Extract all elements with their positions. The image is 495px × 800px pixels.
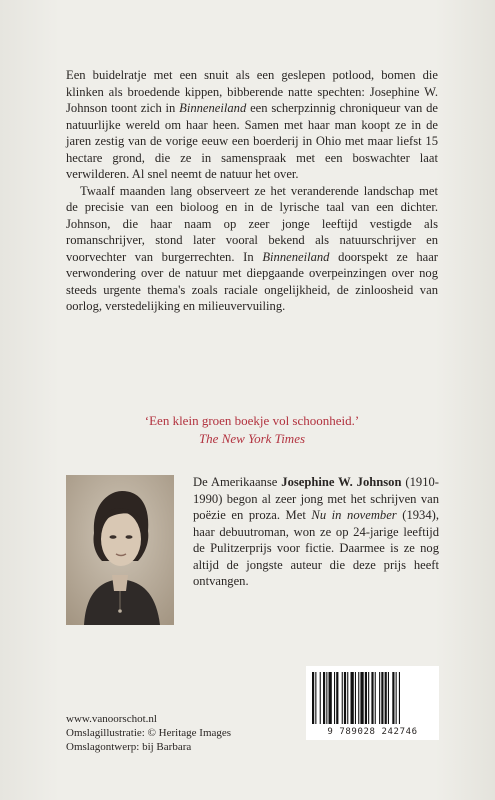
barcode-bars [306, 666, 439, 726]
barcode-bar [326, 672, 327, 724]
book-title-mention: Binneneiland [179, 101, 247, 115]
barcode-bar [371, 672, 373, 724]
blurb-text [66, 67, 438, 315]
barcode-bar [334, 672, 335, 724]
author-name: Josephine W. Johnson [281, 475, 402, 489]
publisher-website: www.vanoorschot.nl [66, 713, 157, 725]
review-quote [66, 412, 438, 448]
quote-source: The New York Times [198, 431, 306, 446]
barcode-bar [365, 672, 367, 724]
blurb-p1-part-b: een scherpzinnig chroniqueur van de natuurlijke wereld om haar heen. Samen met haar man koopt ze in de jaren zestig van de vorige eeuw een boerderij in Ohio met maar liefst 15 hectare grond, die ze in samenspraak met een boswachter laat verwilderen. Al snel neemt de natuur het over. [66, 101, 438, 181]
bio-paragraph [193, 474, 439, 590]
barcode-bar [368, 672, 369, 724]
portrait-photo [66, 475, 174, 625]
isbn-barcode [306, 666, 439, 740]
illustration-credit: Omslagillustratie: © Heritage Images [66, 727, 232, 739]
credits [66, 712, 286, 754]
author-portrait [66, 475, 174, 625]
barcode-bar [323, 672, 325, 724]
blurb-paragraph-2 [66, 183, 438, 315]
barcode-bar [342, 672, 343, 724]
barcode-bar [329, 672, 332, 724]
barcode-bar [358, 672, 359, 724]
blurb-p1-part-a: Een buidelratje met een snuit als een geslepen potlood, bomen die klinken als broedende kippen, bibberende natte spechten: Josephine W. Johnson toont zich in [66, 68, 438, 115]
barcode-bar [351, 672, 354, 724]
barcode-bar [344, 672, 346, 724]
barcode-bar [347, 672, 348, 724]
bio-part-b: (1910-1990) begon al zeer jong met het schrijven van poëzie en proza. Met [193, 475, 439, 522]
blurb-p2-part-b: doorspekt ze haar verwondering over de natuur met diepgaande overpeinzingen over nog steeds urgente thema's zoals raciale ongelijkheid, de zinloosheid van oorlog, verstedelijking en milieuvervuiling. [66, 249, 438, 313]
barcode-bar [385, 672, 387, 724]
barcode-bar [399, 672, 400, 724]
isbn-digits: 9 789028 242746 [327, 727, 418, 737]
barcode-bar [392, 672, 394, 724]
barcode-bar [360, 672, 363, 724]
blurb-paragraph-1 [66, 67, 438, 183]
design-credit: Omslagontwerp: bij Barbara [66, 741, 192, 753]
barcode-bar [396, 672, 397, 724]
debut-title: Nu in november [311, 508, 397, 522]
book-title-mention: Binneneiland [262, 249, 330, 264]
barcode-bar [381, 672, 383, 724]
barcode-bar [320, 672, 321, 724]
barcode-bar [315, 672, 316, 724]
bio-part-a: De Amerikaanse [193, 475, 282, 489]
blurb-p2-part-a: Twaalf maanden lang observeert ze het veranderende landschap met de precisie van een bioloog en in de lyrische taal van een dichter. Johnson, die haar naam op zeer jonge leeftijd vestigde als romanschrijver, stond later vooral bekend als natuurschrijver en voorvechter van burgerrechten. In [66, 183, 438, 264]
author-bio [193, 474, 439, 590]
barcode-bar [355, 672, 356, 724]
bio-part-c: (1934), haar debuutroman, won ze op 24-jarige leeftijd de Pulitzerprijs voor fictie. Daarmee is ze nog altijd de jongste auteur die deze prijs heeft ontvangen. [193, 508, 439, 588]
barcode-bar [375, 672, 376, 724]
barcode-bar [312, 672, 314, 724]
barcode-bar [336, 672, 338, 724]
quote-text: ‘Een klein groen boekje vol schoonheid.’ [144, 413, 360, 428]
barcode-bar [379, 672, 380, 724]
barcode-bar [388, 672, 389, 724]
